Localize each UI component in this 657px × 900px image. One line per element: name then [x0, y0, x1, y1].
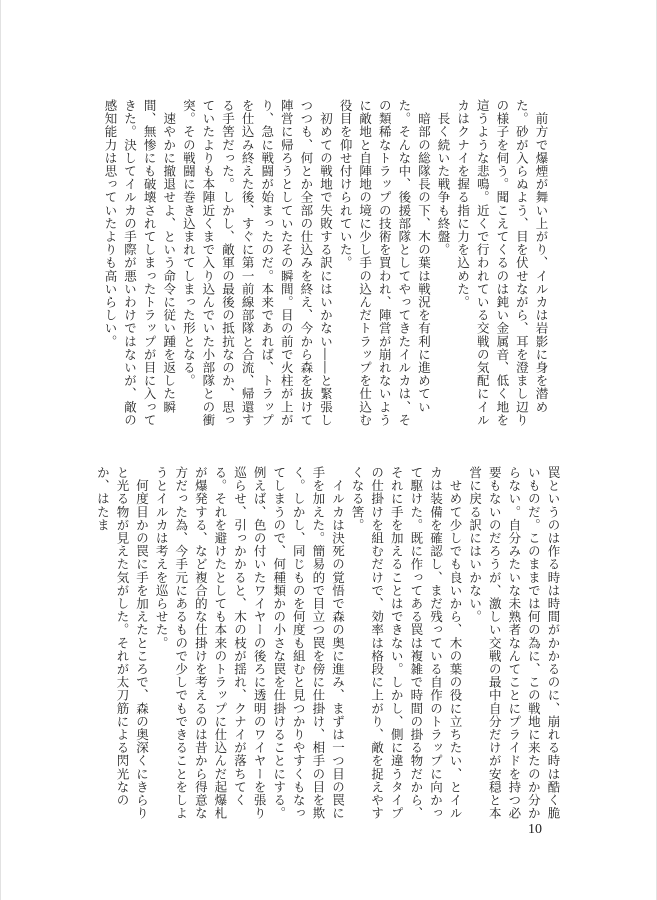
- paragraph: 初めての戦地で失敗する訳にはいかない――と緊張しつつも、何とか全部の仕込みを終え、今から森を抜けて陣営に帰ろうとしていたその瞬間。目の前で火柱が上がり、急に戦闘が始まったのだ。本来であれば、トラップを仕込み終えた後、すぐに第一前線部隊と合流、帰還する手筈だった。しかし、敵軍の最後の抵抗なのか、思っていたよりも本陣近くまで入り込んでいた小部隊との衝突。その戦闘に巻き込まれてしまった形となる。: [181, 99, 334, 427]
- paragraph: 前方で爆煙が舞い上がり、イルカは岩影に身を潜めた。砂が入らぬよう、目を伏せながら、耳を澄まし辺りの様子を伺う。聞こえてくるのは鈍い金属音、低く地を這うような悲鳴。近くで行われている交戦の気配にイルカはクナイを握る指に力を込めた。: [455, 99, 549, 427]
- paragraph: 何度目かの罠に手を加えたところで、森の奥深くにきらりと光る物が見えた気がした。それが太刀筋による閃光なのか、はたま: [95, 466, 150, 820]
- paragraph: せめて少しでも良いから、木の葉の役に立ちたい、とイルカは装備を確認し、まだ残っている自作のトラップに向かって駆けた。既に作ってある罠は複雑で時間の掛る物だから、それに手を加えることはできない。しかし、側に違うタイプの仕掛けを組むだけで、効率は格段に上がり、敵を捉えやすくなる筈。: [350, 466, 464, 820]
- page-number: 10: [528, 822, 542, 837]
- lower-text-block: [87, 466, 563, 826]
- paragraph: イルカは決死の覚悟で森の奥に進み、まずは一つ目の罠に手を加えた。簡易的で目立つ罠を傍に仕掛け、相手の目を欺く。しかし、同じものを何度も組むと見つかりやすくもなってしまうので、何種類かの小さな罠を仕掛けることにする。例えば、色の付いたワイヤーの後ろに透明のワイヤーを張り巡らせ、引っかかると、木の枝が揺れ、クナイが落ちてくる。それを避けたとしても本来のトラップに仕込んだ起爆札が爆発する、など複合的な仕掛けを考えるのは昔から得意な方だった為、今手元にあるもので少しでもできることをしようとイルカは考えを巡らせた。: [154, 466, 346, 820]
- paragraph: 速やかに撤退せよ、という命令に従い踵を返した瞬間、無惨にも破壊されてしまったトラップが目に入ってきた。決してイルカの手際が悪いわけではないが、敵の感知能力は思っていたよりも高いらしい。: [102, 99, 177, 427]
- paragraph: 長く続いた戦争も終盤。: [436, 99, 452, 257]
- paragraph: 罠というのは作る時は時間がかかるのに、崩れる時は酷く脆いものだ。このままでは何の為に、この戦地に来たのか分からない。自分みたいな未熟者なんてことにプライドを持つ必要もないのだろうが、激しい交戦の最中自分だけが安穏と本営に戻る訳にはいかない。: [467, 466, 561, 820]
- upper-text-block: [99, 99, 551, 429]
- paragraph: 暗部の総隊長の下、木の葉は戦況を有利に進めていた。そんな中、後援部隊としてやってきたイルカは、その類稀なトラップの技術を買われ、陣営が崩れないように敵地と自陣地の境に少し手の込んだトラップを仕込む役目を仰せ付けられていた。: [338, 99, 432, 427]
